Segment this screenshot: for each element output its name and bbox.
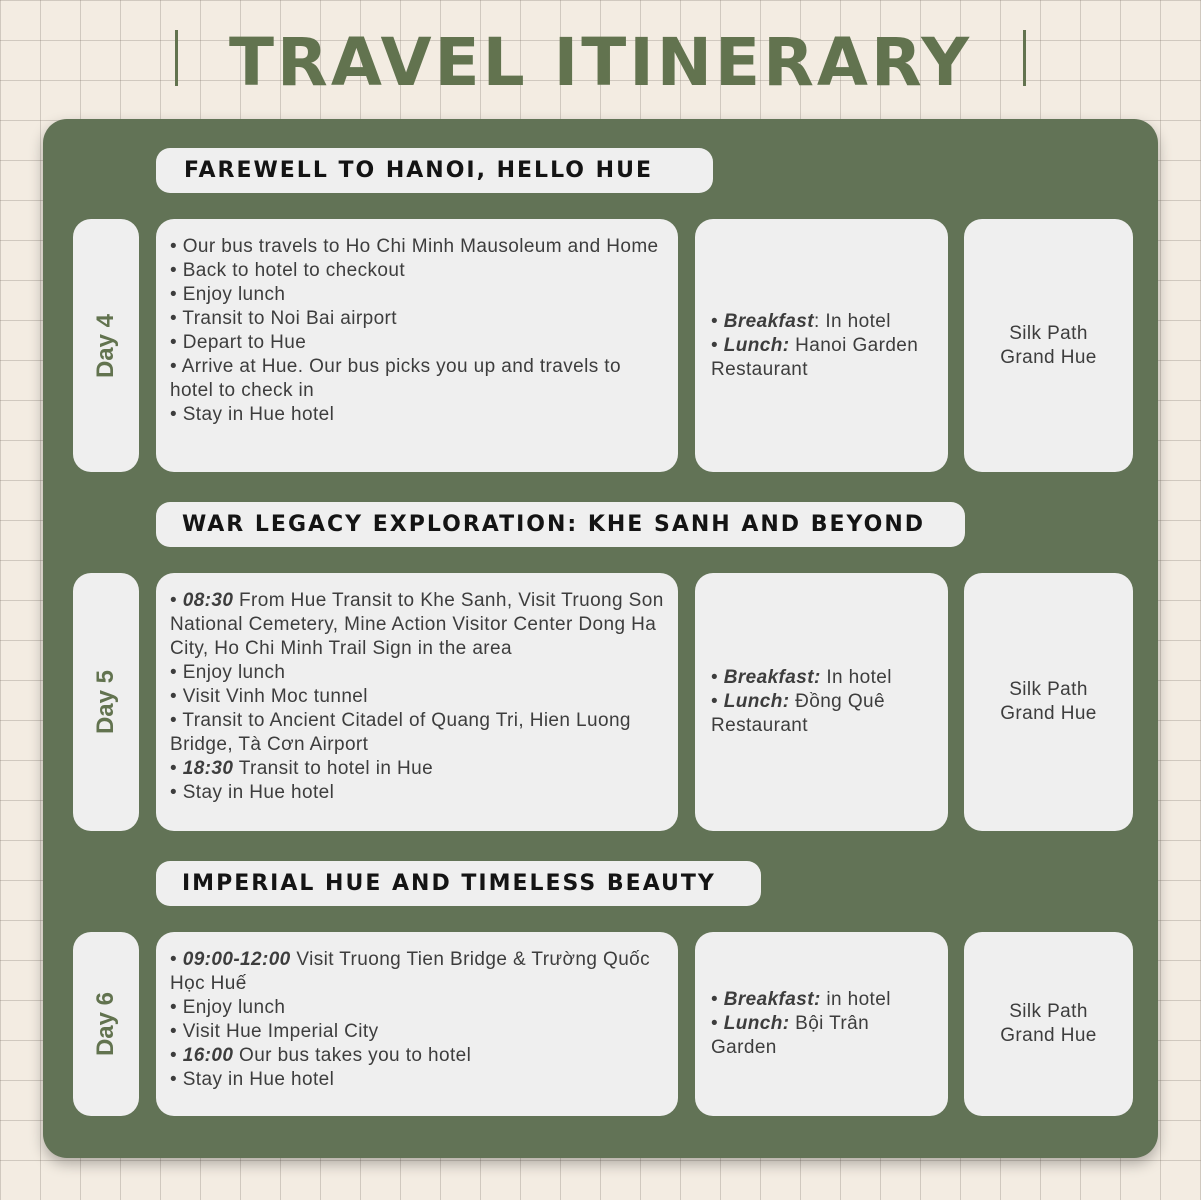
activity-item: • Enjoy lunch bbox=[170, 284, 286, 305]
hotel-card-day-5 bbox=[964, 573, 1133, 831]
meal-value: In hotel bbox=[819, 310, 891, 332]
activity-time: 09:00-12:00 bbox=[182, 949, 291, 970]
day-card-5 bbox=[73, 573, 139, 831]
section-title-day-5: WAR LEGACY EXPLORATION: KHE SANH AND BEYOND bbox=[156, 502, 965, 547]
activity-text: Transit to Ancient Citadel of Quang Tri, Hien Luong Bridge, Tà Cơn Airport bbox=[170, 710, 631, 755]
day-label: Day 4 bbox=[92, 313, 119, 378]
meal-value: In hotel bbox=[820, 667, 892, 688]
meal-item: • Breakfast: in hotel bbox=[711, 989, 891, 1010]
activity-item: • Our bus travels to Ho Chi Minh Mausoleum and Home bbox=[170, 236, 659, 257]
activity-item: • Enjoy lunch bbox=[170, 997, 286, 1018]
activity-time: 18:30 bbox=[182, 758, 234, 779]
meal-value: Đồng Quê Restaurant bbox=[711, 691, 885, 736]
meal-label: Lunch: bbox=[723, 691, 790, 712]
activity-text: Stay in Hue hotel bbox=[182, 404, 335, 425]
activity-item: • Stay in Hue hotel bbox=[170, 404, 335, 425]
activity-item: • Transit to Ancient Citadel of Quang Tri, Hien Luong Bridge, Tà Cơn Airport bbox=[170, 710, 631, 755]
meals-card-day-6 bbox=[695, 932, 948, 1116]
activity-text: Visit Vinh Moc tunnel bbox=[182, 686, 368, 707]
activity-text: Our bus travels to Ho Chi Minh Mausoleum and Home bbox=[182, 236, 659, 257]
meal-label: Breakfast: bbox=[723, 989, 821, 1010]
activity-text: Enjoy lunch bbox=[182, 662, 286, 683]
activity-time: 16:00 bbox=[182, 1045, 234, 1066]
section-title-day-4: FAREWELL TO HANOI, HELLO HUE bbox=[156, 148, 713, 193]
hotel-name: Silk Path Grand Hue bbox=[1000, 1001, 1097, 1046]
activity-text: Transit to hotel in Hue bbox=[238, 758, 434, 779]
meal-item: • Breakfast: In hotel bbox=[711, 310, 891, 332]
activity-item: • 09:00-12:00 Visit Truong Tien Bridge & Trường Quốc Học Huế bbox=[170, 949, 651, 994]
activity-item: • Stay in Hue hotel bbox=[170, 1069, 335, 1090]
activity-text: Depart to Hue bbox=[182, 332, 307, 353]
meal-list bbox=[711, 988, 934, 1060]
hotel-card-day-4 bbox=[964, 219, 1133, 472]
meal-value: Bội Trân Garden bbox=[711, 1013, 870, 1058]
day-label: Day 6 bbox=[92, 991, 119, 1057]
activity-text: Enjoy lunch bbox=[182, 997, 286, 1018]
activity-text: Arrive at Hue. Our bus picks you up and travels to hotel to check in bbox=[170, 356, 621, 401]
meal-label: Lunch: bbox=[723, 1013, 790, 1034]
activity-item: • Depart to Hue bbox=[170, 332, 307, 353]
activity-text: Enjoy lunch bbox=[182, 284, 286, 305]
meal-value: Hanoi Garden Restaurant bbox=[711, 334, 919, 380]
meal-item: • Breakfast: In hotel bbox=[711, 667, 892, 688]
activity-item: • Visit Vinh Moc tunnel bbox=[170, 686, 368, 707]
meals-card-day-5 bbox=[695, 573, 948, 831]
activity-text: Stay in Hue hotel bbox=[182, 782, 335, 803]
meals-card-day-4 bbox=[695, 219, 948, 472]
meal-label: Breakfast: bbox=[723, 667, 821, 688]
activity-text: Visit Truong Tien Bridge & Trường Quốc Học Huế bbox=[170, 949, 651, 994]
activity-item: • Back to hotel to checkout bbox=[170, 260, 406, 281]
activity-time: 08:30 bbox=[182, 590, 234, 611]
activity-item: • Enjoy lunch bbox=[170, 662, 286, 683]
activity-item: • Visit Hue Imperial City bbox=[170, 1021, 379, 1042]
activity-item: • 08:30 From Hue Transit to Khe Sanh, Visit Truong Son National Cemetery, Mine Action Visitor Center Dong Ha City, Ho Chi Minh Trail Sign in the area bbox=[170, 590, 664, 659]
activity-list bbox=[170, 589, 666, 805]
day-label: Day 5 bbox=[92, 669, 119, 735]
activity-item: • Arrive at Hue. Our bus picks you up and travels to hotel to check in bbox=[170, 356, 621, 401]
activities-card-day-6 bbox=[156, 932, 678, 1116]
meal-value: in hotel bbox=[820, 989, 891, 1010]
activity-item: • 18:30 Transit to hotel in Hue bbox=[170, 758, 434, 779]
meal-list bbox=[711, 666, 934, 738]
hotel-name: Silk Path Grand Hue bbox=[1000, 322, 1097, 368]
day-card-6 bbox=[73, 932, 139, 1116]
activities-card-day-4 bbox=[156, 219, 678, 472]
activity-text: From Hue Transit to Khe Sanh, Visit Truong Son National Cemetery, Mine Action Visitor Center Dong Ha City, Ho Chi Minh Trail Sign in the area bbox=[170, 590, 664, 659]
meal-label: Lunch: bbox=[723, 334, 790, 356]
activity-text: Stay in Hue hotel bbox=[182, 1069, 335, 1090]
activity-item: • Transit to Noi Bai airport bbox=[170, 308, 397, 329]
hotel-name: Silk Path Grand Hue bbox=[1000, 679, 1097, 724]
activity-item: • Stay in Hue hotel bbox=[170, 782, 335, 803]
activities-card-day-5 bbox=[156, 573, 678, 831]
activity-list bbox=[170, 235, 666, 427]
activity-list bbox=[170, 948, 666, 1092]
day-card-4 bbox=[73, 219, 139, 472]
hotel-card-day-6 bbox=[964, 932, 1133, 1116]
activity-text: Our bus takes you to hotel bbox=[239, 1045, 472, 1066]
page-title: TRAVEL ITINERARY bbox=[229, 24, 972, 101]
meal-item: • Lunch: Đồng Quê Restaurant bbox=[711, 691, 885, 736]
meal-list bbox=[711, 310, 934, 382]
activity-text: Visit Hue Imperial City bbox=[182, 1021, 379, 1042]
activity-text: Transit to Noi Bai airport bbox=[182, 308, 397, 329]
activity-text: Back to hotel to checkout bbox=[182, 260, 406, 281]
activity-item: • 16:00 Our bus takes you to hotel bbox=[170, 1045, 472, 1066]
meal-item: • Lunch: Bội Trân Garden bbox=[711, 1013, 870, 1058]
meal-label: Breakfast bbox=[723, 310, 814, 332]
meal-item: • Lunch: Hanoi Garden Restaurant bbox=[711, 334, 919, 380]
section-title-day-6: IMPERIAL HUE AND TIMELESS BEAUTY bbox=[156, 861, 761, 906]
